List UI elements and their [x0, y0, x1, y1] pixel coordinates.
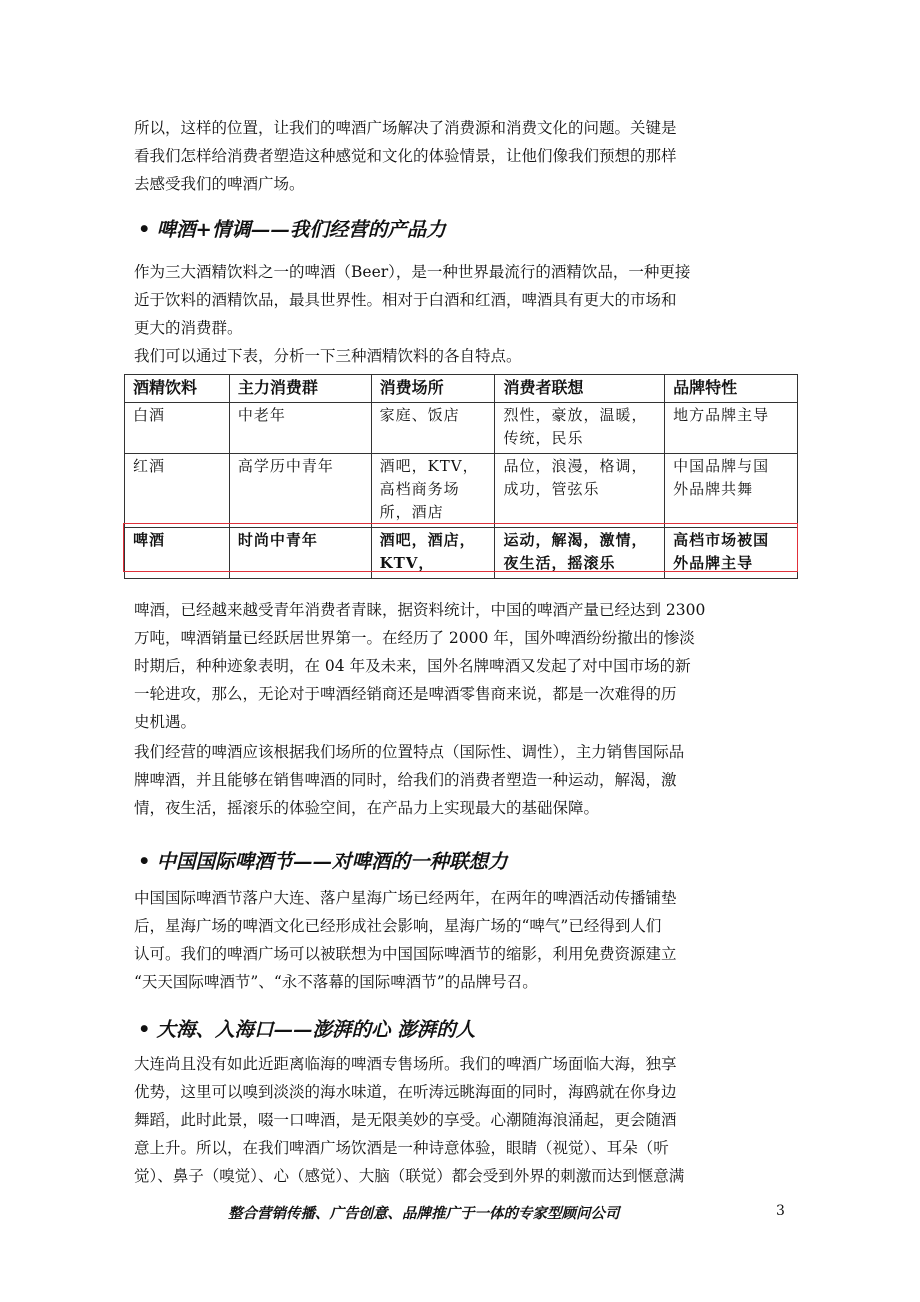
- bullet-icon: •: [138, 218, 151, 241]
- text-line: 更大的消费群。: [134, 319, 243, 337]
- cell-line: 烈性，豪放，温暖，: [503, 406, 648, 424]
- heading-text: 大海、入海口——澎湃的心 澎湃的人: [156, 1018, 476, 1041]
- cell-line: 高档商务场: [379, 480, 460, 498]
- cell-line: 地方品牌主导: [673, 406, 770, 424]
- text-line: 大连尚且没有如此近距离临海的啤酒专售场所。我们的啤酒广场面临大海，独享: [134, 1055, 677, 1073]
- text-line: 近于饮料的酒精饮品，最具世界性。相对于白酒和红酒，啤酒具有更大的市场和: [134, 291, 677, 309]
- text-line: 认可。我们的啤酒广场可以被联想为中国国际啤酒节的缩影，利用免费资源建立: [134, 945, 677, 963]
- paragraph-sales-strategy: [134, 738, 794, 822]
- cell-venue: [371, 454, 495, 528]
- text-line: 所以，这样的位置，让我们的啤酒广场解决了消费源和消费文化的问题。关键是: [134, 119, 677, 137]
- table-header-row: [125, 375, 798, 403]
- cell-association: [495, 454, 665, 528]
- text-line: 史机遇。: [134, 713, 197, 731]
- text-line: 情，夜生活，摇滚乐的体验空间，在产品力上实现最大的基础保障。: [134, 799, 600, 817]
- cell-drink: 啤酒: [125, 528, 230, 579]
- header-venue: 消费场所: [371, 375, 495, 403]
- section-heading-sea: [138, 1016, 475, 1044]
- cell-line: 品位，浪漫，格调，: [503, 457, 648, 475]
- text-line: 牌啤酒，并且能够在销售啤酒的同时，给我们的消费者塑造一种运动，解渴，激: [134, 771, 677, 789]
- text-line: 作为三大酒精饮料之一的啤酒（Beer），是一种世界最流行的酒精饮品，一种更接: [134, 263, 691, 281]
- text-line: 我们可以通过下表，分析一下三种酒精饮料的各自特点。: [134, 347, 522, 365]
- text-line: 时期后，种种迹象表明，在 04 年及未来，国外名牌啤酒又发起了对中国市场的新: [134, 657, 691, 675]
- cell-line: 传统，民乐: [503, 429, 584, 447]
- cell-line: 酒吧，KTV，: [379, 457, 479, 475]
- text-line: 啤酒，已经越来越受青年消费者青睐，据资料统计，中国的啤酒产量已经达到 2300: [134, 601, 706, 619]
- table-row: [125, 403, 798, 454]
- text-line: 万吨，啤酒销量已经跃居世界第一。在经历了 2000 年，国外啤酒纷纷撤出的惨淡: [134, 629, 695, 647]
- text-line: 舞蹈，此时此景，啜一口啤酒，是无限美妙的享受。心潮随海浪涌起，更会随酒: [134, 1111, 677, 1129]
- table-row: [125, 454, 798, 528]
- text-line: 意上升。所以，在我们啤酒广场饮酒是一种诗意体验，眼睛（视觉）、耳朵（听: [134, 1139, 669, 1157]
- cell-line: 酒吧，酒店，: [379, 531, 476, 549]
- text-line: 觉）、鼻子（嗅觉）、心（感觉）、大脑（联觉）都会受到外界的刺激而达到惬意满: [134, 1167, 685, 1185]
- cell-consumers: 高学历中青年: [229, 454, 371, 528]
- text-line: 一轮进攻，那么，无论对于啤酒经销商还是啤酒零售商来说，都是一次难得的历: [134, 685, 677, 703]
- cell-drink: 红酒: [125, 454, 230, 528]
- table-row-highlighted: [125, 528, 798, 579]
- header-drink: 酒精饮料: [125, 375, 230, 403]
- cell-association: [495, 403, 665, 454]
- header-brand: 品牌特性: [665, 375, 798, 403]
- paragraph-beer-market: [134, 596, 794, 736]
- text-line: 我们经营的啤酒应该根据我们场所的位置特点（国际性、调性），主力销售国际品: [134, 743, 685, 761]
- cell-consumers: 时尚中青年: [229, 528, 371, 579]
- cell-consumers: 中老年: [229, 403, 371, 454]
- cell-line: 家庭、饭店: [379, 406, 460, 424]
- text-line: 中国国际啤酒节落户大连、落户星海广场已经两年，在两年的啤酒活动传播铺垫: [134, 889, 677, 907]
- cell-line: 中国品牌与国: [673, 457, 770, 475]
- cell-line: 夜生活，摇滚乐: [503, 554, 616, 572]
- cell-line: 所，酒店: [379, 503, 444, 521]
- paragraph-sea-experience: [134, 1050, 794, 1190]
- text-line: 看我们怎样给消费者塑造这种感觉和文化的体验情景，让他们像我们预想的那样: [134, 147, 677, 165]
- cell-line: 外品牌主导: [673, 554, 754, 572]
- bullet-icon: •: [138, 850, 151, 873]
- comparison-table: [124, 374, 798, 579]
- header-association: 消费者联想: [495, 375, 665, 403]
- cell-venue: [371, 528, 495, 579]
- page-number: 3: [776, 1203, 785, 1219]
- cell-line: 成功，管弦乐: [503, 480, 600, 498]
- paragraph-beer-intro: [134, 258, 794, 370]
- text-line: 去感受我们的啤酒广场。: [134, 175, 305, 193]
- paragraph-beer-festival: [134, 884, 794, 996]
- cell-drink: 白酒: [125, 403, 230, 454]
- bullet-icon: •: [138, 1018, 151, 1041]
- heading-text: 中国国际啤酒节——对啤酒的一种联想力: [156, 850, 508, 873]
- cell-line: 外品牌共舞: [673, 480, 754, 498]
- heading-text: 啤酒+情调——我们经营的产品力: [156, 218, 446, 241]
- footer-slogan: 整合营销传播、广告创意、品牌推广于一体的专家型顾问公司: [228, 1205, 620, 1222]
- cell-brand: [665, 454, 798, 528]
- text-line: “天天国际啤酒节”、“永不落幕的国际啤酒节”的品牌号召。: [134, 973, 538, 991]
- cell-association: [495, 528, 665, 579]
- cell-venue: [371, 403, 495, 454]
- cell-line: KTV，: [379, 554, 435, 572]
- cell-brand: [665, 403, 798, 454]
- section-heading-product-power: [138, 216, 446, 244]
- text-line: 后，星海广场的啤酒文化已经形成社会影响，星海广场的“啤气”已经得到人们: [134, 917, 662, 935]
- cell-line: 运动，解渴，激情，: [503, 531, 648, 549]
- paragraph-location-summary: [134, 114, 794, 198]
- text-line: 优势，这里可以嗅到淡淡的海水味道，在听涛远眺海面的同时，海鸥就在你身边: [134, 1083, 677, 1101]
- section-heading-beer-festival: [138, 848, 507, 876]
- cell-brand: [665, 528, 798, 579]
- header-consumers: 主力消费群: [229, 375, 371, 403]
- cell-line: 高档市场被国: [673, 531, 770, 549]
